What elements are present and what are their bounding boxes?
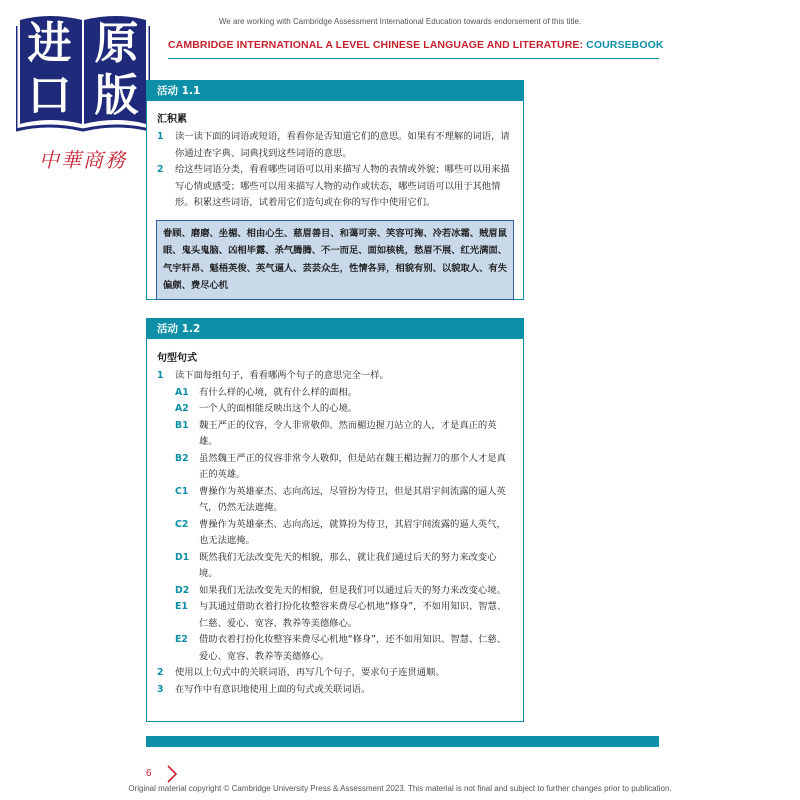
sentence-item — [157, 385, 513, 402]
sentence-code: E2 — [175, 634, 188, 645]
sentence-code: D2 — [175, 584, 190, 596]
sentence-text: 既然我们无法改变先天的相貌，那么，就让我们通过后天的努力来改变心境。 — [199, 551, 497, 579]
logo-char-2: 原 — [94, 18, 139, 69]
item-number: 2 — [157, 667, 164, 678]
series-title — [168, 39, 664, 51]
sentence-item — [157, 401, 513, 418]
publisher-name: 中華商務 — [39, 148, 127, 172]
sentence-text: 借助衣着打扮化妆整容来费尽心机地“修身”，还不如用知识、智慧、仁慈、爱心、宽容、教养等美德修心。 — [199, 634, 507, 662]
logo-characters — [16, 18, 150, 122]
sentence-item — [157, 550, 513, 583]
item-text: 读下面每组句子，看看哪两个句子的意思完全一样。 — [175, 370, 389, 381]
list-item — [157, 162, 513, 212]
item-text: 给这些词语分类，看看哪些词语可以用来描写人物的表情或外貌；哪些可以用来描写心情或感受；哪些可以用来描写人物的动作或状态，哪些词语可以用于其他情形。积累这些词语，试着用它们造句或在你的写作中使用它们。 — [175, 164, 510, 208]
item-text: 在写作中有意识地使用上面的句式或关联词语。 — [175, 683, 371, 695]
page-number: 6 — [146, 768, 152, 779]
sentence-code: B1 — [175, 419, 189, 431]
list-item — [157, 665, 513, 682]
header-rule — [168, 58, 659, 59]
sentence-text: 一个人的面相能反映出这个人的心境。 — [199, 403, 358, 414]
activity-title: 活动 1.2 — [147, 319, 523, 339]
activity-items — [147, 364, 523, 698]
sentence-code: A2 — [175, 403, 189, 414]
sentence-item — [157, 451, 513, 484]
item-text: 读一读下面的词语或短语，看看你是否知道它们的意思。如果有不理解的词语，请你通过查字典、词典找到这些词语的意思。 — [175, 131, 510, 159]
sentence-code: E1 — [175, 601, 188, 612]
list-item — [157, 368, 513, 385]
sentence-text: 如果我们无法改变先天的相貌，但是我们可以通过后天的努力来改变心境。 — [199, 584, 506, 596]
item-number: 2 — [157, 164, 164, 175]
sentence-item — [157, 599, 513, 632]
sentence-text: 有什么样的心境，就有什么样的面相。 — [199, 386, 358, 398]
copyright-note: Original material copyright © Cambridge University Press & Assessment 2023. This material is not final and subject to further changes prior to publication. — [128, 784, 672, 793]
sentence-code: D1 — [175, 551, 190, 563]
activity-title: 活动 1.1 — [147, 81, 523, 101]
sentence-item — [157, 484, 513, 517]
sentence-text: 与其通过借助衣着打扮化妆整容来费尽心机地“修身”，不如用知识、智慧、仁慈、爱心、宽容、教养等美德修心。 — [199, 601, 507, 629]
activity-box-2 — [146, 318, 524, 722]
sentence-text: 曹操作为英雄豪杰、志向高远，就算扮为侍卫，其眉宇间流露的逼人英气，也无法遮掩。 — [199, 518, 506, 546]
logo-char-4: 版 — [94, 70, 139, 121]
sentence-code: C2 — [175, 518, 189, 530]
activity-box-1 — [146, 80, 524, 300]
endorsement-note: We are working with Cambridge Assessment International Education towards endorsement of this title. — [218, 17, 582, 26]
logo-char-3: 口 — [27, 70, 72, 121]
activity-subtitle: 汇积累 — [157, 114, 187, 125]
sentence-text: 曹操作为英雄豪杰、志向高远，尽管扮为侍卫，但是其眉宇间流露的逼人英气，仍然无法遮掩。 — [199, 485, 506, 513]
list-item — [157, 682, 513, 699]
item-text: 使用以上句式中的关联词语，再写几个句子，要求句子连贯通顺。 — [175, 667, 445, 678]
list-item — [157, 129, 513, 162]
chevron-right-icon — [166, 765, 178, 783]
item-number: 1 — [157, 131, 164, 142]
publisher-logo — [16, 12, 150, 178]
item-number: 3 — [157, 683, 164, 695]
series-title-main: CAMBRIDGE INTERNATIONAL A LEVEL CHINESE LANGUAGE AND LITERATURE: — [168, 39, 587, 51]
sentence-item — [157, 517, 513, 550]
item-number: 1 — [157, 370, 164, 381]
logo-char-1: 进 — [27, 18, 72, 69]
sentence-code: A1 — [175, 386, 189, 398]
sentence-text: 虽然魏王严正的仪容非常令人敬仰，但是站在魏王楣边握刀的那个人才是真正的英雄。 — [199, 452, 506, 480]
activity-items — [147, 125, 523, 212]
sentence-item — [157, 632, 513, 665]
sentence-text: 魏王严正的仪容，令人非常敬仰。然而楣边握刀站立的人，才是真正的英雄。 — [199, 419, 497, 447]
series-title-suffix: COURSEBOOK — [586, 39, 664, 51]
activity-subtitle: 句型句式 — [157, 353, 197, 364]
sentence-item — [157, 418, 513, 451]
sentence-code: C1 — [175, 485, 189, 497]
sentence-code: B2 — [175, 452, 189, 464]
bottom-bar — [146, 736, 659, 747]
vocabulary-box: 眷顾、磨磨、坐楣、相由心生、慈眉善目、和蔼可亲、笑容可掬、冷若冰霜、贼眉鼠眼、鬼头鬼脑、凶相毕露、杀气腾腾、不一而足、面如核桃，愁眉不展、红光满面、气宇轩昂、魁梧英俊、英气逼人、芸芸众生，性情各异，相貌有别、以貌取人、有失偏颇、费尽心机 — [156, 220, 514, 300]
sentence-item — [157, 583, 513, 600]
